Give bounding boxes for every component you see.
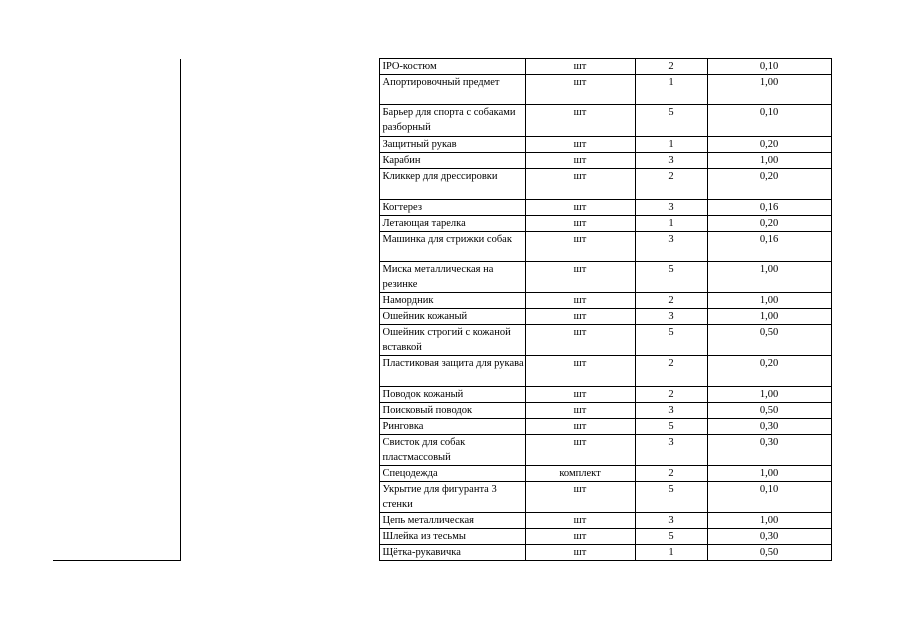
outer-column-cell <box>53 216 180 232</box>
quantity-cell: 5 <box>635 529 707 545</box>
unit-cell: шт <box>525 545 635 561</box>
group-column-cell <box>180 232 379 262</box>
unit-cell: шт <box>525 59 635 75</box>
group-column-cell <box>180 169 379 200</box>
outer-column-cell <box>53 153 180 169</box>
outer-column-cell <box>53 466 180 482</box>
outer-column-cell <box>53 200 180 216</box>
outer-column-cell <box>53 169 180 200</box>
unit-cell: шт <box>525 105 635 137</box>
group-column-cell <box>180 153 379 169</box>
quantity-cell: 2 <box>635 293 707 309</box>
outer-column-cell <box>53 232 180 262</box>
table-row <box>53 403 831 419</box>
rate-cell: 0,30 <box>707 419 831 435</box>
rate-cell: 0,10 <box>707 105 831 137</box>
quantity-cell: 1 <box>635 75 707 105</box>
outer-column-cell <box>53 529 180 545</box>
rate-cell: 1,00 <box>707 153 831 169</box>
table-row <box>53 137 831 153</box>
item-name-cell: Свисток для собак пластмассовый <box>379 435 525 466</box>
rate-cell: 1,00 <box>707 75 831 105</box>
unit-cell: шт <box>525 75 635 105</box>
rate-cell: 1,00 <box>707 466 831 482</box>
item-name-cell: Укрытие для фигуранта 3 стенки <box>379 482 525 513</box>
rate-cell: 1,00 <box>707 387 831 403</box>
outer-column-cell <box>53 105 180 137</box>
item-name-cell: Миска металлическая на резинке <box>379 262 525 293</box>
quantity-cell: 2 <box>635 466 707 482</box>
group-column-cell <box>180 403 379 419</box>
quantity-cell: 1 <box>635 545 707 561</box>
unit-cell: шт <box>525 169 635 200</box>
item-name-cell: Цепь металлическая <box>379 513 525 529</box>
outer-column-cell <box>53 59 180 75</box>
table-row <box>53 216 831 232</box>
item-name-cell: Барьер для спорта с собаками разборный <box>379 105 525 137</box>
table-row <box>53 387 831 403</box>
table-row <box>53 466 831 482</box>
group-column-cell <box>180 75 379 105</box>
table-body <box>53 59 831 561</box>
quantity-cell: 1 <box>635 137 707 153</box>
group-column-cell <box>180 387 379 403</box>
table-row <box>53 419 831 435</box>
quantity-cell: 5 <box>635 325 707 356</box>
outer-column-cell <box>53 325 180 356</box>
table-row <box>53 59 831 75</box>
item-name-cell: Поводок кожаный <box>379 387 525 403</box>
item-name-cell: Летающая тарелка <box>379 216 525 232</box>
outer-column-cell <box>53 262 180 293</box>
unit-cell: шт <box>525 293 635 309</box>
group-column-cell <box>180 59 379 75</box>
unit-cell: шт <box>525 513 635 529</box>
quantity-cell: 3 <box>635 403 707 419</box>
table-row <box>53 169 831 200</box>
outer-column-cell <box>53 545 180 561</box>
outer-column-cell <box>53 513 180 529</box>
table-row <box>53 513 831 529</box>
group-column-cell <box>180 356 379 387</box>
quantity-cell: 3 <box>635 309 707 325</box>
outer-column-cell <box>53 75 180 105</box>
unit-cell: шт <box>525 435 635 466</box>
quantity-cell: 5 <box>635 262 707 293</box>
table-row <box>53 293 831 309</box>
item-name-cell: Шлейка из тесьмы <box>379 529 525 545</box>
rate-cell: 0,20 <box>707 216 831 232</box>
equipment-table <box>53 58 832 561</box>
outer-column-cell <box>53 356 180 387</box>
rate-cell: 0,50 <box>707 545 831 561</box>
unit-cell: шт <box>525 137 635 153</box>
rate-cell: 0,10 <box>707 59 831 75</box>
quantity-cell: 3 <box>635 232 707 262</box>
group-column-cell <box>180 529 379 545</box>
item-name-cell: Ринговка <box>379 419 525 435</box>
item-name-cell: Машинка для стрижки собак <box>379 232 525 262</box>
quantity-cell: 2 <box>635 387 707 403</box>
item-name-cell: Защитный рукав <box>379 137 525 153</box>
item-name-cell: Когтерез <box>379 200 525 216</box>
table-row <box>53 75 831 105</box>
item-name-cell: Ошейник кожаный <box>379 309 525 325</box>
table-row <box>53 105 831 137</box>
quantity-cell: 5 <box>635 482 707 513</box>
item-name-cell: Спецодежда <box>379 466 525 482</box>
rate-cell: 1,00 <box>707 513 831 529</box>
unit-cell: шт <box>525 482 635 513</box>
unit-cell: шт <box>525 262 635 293</box>
group-column-cell <box>180 293 379 309</box>
group-column-cell <box>180 466 379 482</box>
item-name-cell: Кликкер для дрессировки <box>379 169 525 200</box>
table-row <box>53 232 831 262</box>
table-row <box>53 325 831 356</box>
quantity-cell: 3 <box>635 435 707 466</box>
quantity-cell: 2 <box>635 169 707 200</box>
quantity-cell: 5 <box>635 105 707 137</box>
table-row <box>53 435 831 466</box>
group-column-cell <box>180 137 379 153</box>
outer-column-cell <box>53 419 180 435</box>
item-name-cell: Пластиковая защита для рукава <box>379 356 525 387</box>
item-name-cell: Карабин <box>379 153 525 169</box>
unit-cell: шт <box>525 232 635 262</box>
item-name-cell: Апортировочный предмет <box>379 75 525 105</box>
quantity-cell: 1 <box>635 216 707 232</box>
unit-cell: шт <box>525 403 635 419</box>
table-row <box>53 529 831 545</box>
group-column-cell <box>180 419 379 435</box>
table-row <box>53 356 831 387</box>
unit-cell: комплект <box>525 466 635 482</box>
group-column-cell <box>180 105 379 137</box>
quantity-cell: 3 <box>635 153 707 169</box>
table-row <box>53 200 831 216</box>
group-column-cell <box>180 545 379 561</box>
rate-cell: 0,20 <box>707 356 831 387</box>
table-row <box>53 262 831 293</box>
quantity-cell: 3 <box>635 200 707 216</box>
rate-cell: 0,20 <box>707 169 831 200</box>
group-column-cell <box>180 216 379 232</box>
rate-cell: 1,00 <box>707 293 831 309</box>
unit-cell: шт <box>525 529 635 545</box>
outer-column-cell <box>53 387 180 403</box>
unit-cell: шт <box>525 216 635 232</box>
group-column-cell <box>180 309 379 325</box>
group-column-cell <box>180 200 379 216</box>
rate-cell: 0,30 <box>707 529 831 545</box>
rate-cell: 1,00 <box>707 309 831 325</box>
outer-column-cell <box>53 482 180 513</box>
group-column-cell <box>180 325 379 356</box>
outer-column-cell <box>53 293 180 309</box>
group-column-cell <box>180 262 379 293</box>
rate-cell: 0,10 <box>707 482 831 513</box>
quantity-cell: 5 <box>635 419 707 435</box>
quantity-cell: 3 <box>635 513 707 529</box>
outer-column-cell <box>53 309 180 325</box>
unit-cell: шт <box>525 200 635 216</box>
item-name-cell: IPO-костюм <box>379 59 525 75</box>
rate-cell: 0,20 <box>707 137 831 153</box>
rate-cell: 0,50 <box>707 403 831 419</box>
group-column-cell <box>180 482 379 513</box>
table-row <box>53 545 831 561</box>
unit-cell: шт <box>525 153 635 169</box>
rate-cell: 0,16 <box>707 200 831 216</box>
quantity-cell: 2 <box>635 356 707 387</box>
group-column-cell <box>180 513 379 529</box>
unit-cell: шт <box>525 325 635 356</box>
item-name-cell: Поисковый поводок <box>379 403 525 419</box>
quantity-cell: 2 <box>635 59 707 75</box>
item-name-cell: Ошейник строгий с кожаной вставкой <box>379 325 525 356</box>
outer-column-cell <box>53 403 180 419</box>
unit-cell: шт <box>525 309 635 325</box>
rate-cell: 1,00 <box>707 262 831 293</box>
item-name-cell: Щётка-рукавичка <box>379 545 525 561</box>
table-row <box>53 309 831 325</box>
table-row <box>53 153 831 169</box>
group-column-cell <box>180 435 379 466</box>
rate-cell: 0,30 <box>707 435 831 466</box>
unit-cell: шт <box>525 356 635 387</box>
outer-column-cell <box>53 137 180 153</box>
rate-cell: 0,50 <box>707 325 831 356</box>
table-row <box>53 482 831 513</box>
unit-cell: шт <box>525 387 635 403</box>
rate-cell: 0,16 <box>707 232 831 262</box>
unit-cell: шт <box>525 419 635 435</box>
item-name-cell: Намордник <box>379 293 525 309</box>
outer-column-cell <box>53 435 180 466</box>
